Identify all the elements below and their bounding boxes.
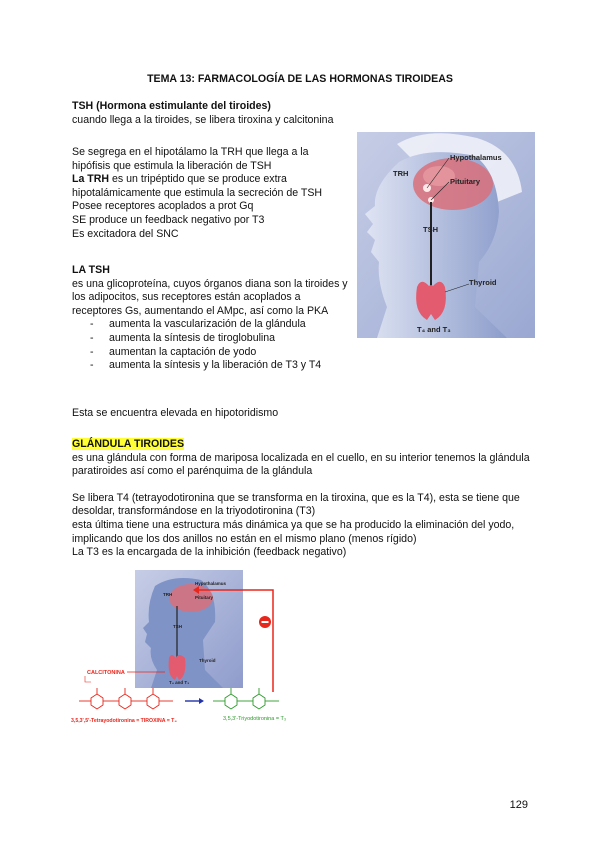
trh-paragraph	[72, 173, 342, 200]
label-thyroid: Thyroid	[469, 278, 497, 287]
fig2-label-tsh: TSH	[173, 624, 182, 629]
list-item: - aumentan la captación de yodo	[72, 346, 352, 360]
tsh-line1: cuando llega a la tiroides, se libera tiroxina y calcitonina	[72, 113, 334, 126]
fig2-label-thyroid: Thyroid	[199, 658, 216, 663]
glandula-heading-row	[72, 438, 542, 452]
trh-bold: La TRH	[72, 173, 110, 186]
thyroid-axis-illustration	[357, 132, 535, 338]
label-calcitonina: CALCITONINA	[87, 670, 125, 676]
tsh-body	[72, 146, 342, 241]
label-tsh: TSH	[423, 225, 438, 234]
glandula-heading: GLÁNDULA TIROIDES	[72, 438, 185, 450]
fig2-label-pituitary: Pituitary	[195, 595, 214, 600]
thyroid-axis-figure	[357, 132, 535, 338]
la-tsh-para: es una glicoproteína, cuyos órganos diana son la tiroides y los adipocitos, sus receptores están acoplados a receptores Gs, aumentando el AMpc, así como la PKA	[72, 277, 348, 317]
la-tsh-list	[72, 318, 352, 372]
fig2-label-trh: TRH	[163, 592, 173, 597]
trh-rest: es un tripéptido que se produce extra hipotalámicamente que estimula la secreción de TSH	[72, 173, 323, 199]
glandula-section	[72, 438, 542, 560]
label-t4-name: 3,5,3',5'-Tetrayodotironina = TIROXINA = T₄	[71, 718, 177, 724]
glandula-para3: esta última tiene una estructura más dinámica ya que se ha producido la eliminación del yodo, implicando que los dos anillos no están en el mismo plano (menos rígido)	[72, 518, 515, 545]
la-tsh-heading: LA TSH	[72, 264, 110, 276]
list-item: - aumenta la síntesis de tiroglobulina	[72, 332, 352, 346]
label-t3-name: 3,5,3'-Triyodotironina = T₃	[223, 716, 287, 722]
page-number: 129	[509, 799, 528, 811]
tsh-heading: TSH (Hormona estimulante del tiroides)	[72, 100, 271, 112]
glandula-para4: La T3 es la encargada de la inhibición (feedback negativo)	[72, 546, 347, 559]
label-pituitary: Pituitary	[450, 177, 481, 186]
list-item: - aumenta la síntesis y la liberación de T3 y T4	[72, 359, 352, 373]
label-trh: TRH	[393, 169, 409, 178]
tsh-gq: Posee receptores acoplados a prot Gq	[72, 200, 254, 213]
tsh-section	[72, 100, 352, 127]
list-item: - aumenta la vascularización de la glándula	[72, 318, 352, 332]
label-t4-t3: T₄ and T₃	[417, 325, 451, 334]
glandula-para2: Se libera T4 (tetrayodotironina que se transforma en la tiroxina, que es la T4), esta se tiene que desoldar, transformándose en la triyodotironina (T3)	[72, 491, 520, 518]
t4-molecule	[79, 688, 173, 709]
la-tsh-section	[72, 264, 352, 373]
glandula-para1: es una glándula con forma de mariposa localizada en el cuello, en su interior tenemos la glándula paratiroides así como el parénquima de la glándula	[72, 451, 530, 478]
fig2-label-hypothalamus: Hypothalamus	[195, 581, 227, 586]
tsh-snc: Es excitadora del SNC	[72, 227, 179, 240]
label-hypothalamus: Hypothalamus	[450, 153, 502, 162]
la-tsh-footer: Esta se encuentra elevada en hipotoridismo	[72, 407, 279, 419]
page-title: TEMA 13: FARMACOLOGÍA DE LAS HORMONAS TIROIDEAS	[147, 73, 453, 85]
tsh-feedback: SE produce un feedback negativo por T3	[72, 213, 265, 226]
feedback-illustration	[65, 570, 345, 730]
t3-molecule	[213, 688, 279, 709]
tsh-para: Se segrega en el hipotálamo la TRH que llega a la hipófisis que estimula la liberación de TSH	[72, 146, 309, 172]
fig2-label-t4-t3: T₄ and T₃	[169, 680, 190, 685]
feedback-figure	[65, 570, 345, 730]
